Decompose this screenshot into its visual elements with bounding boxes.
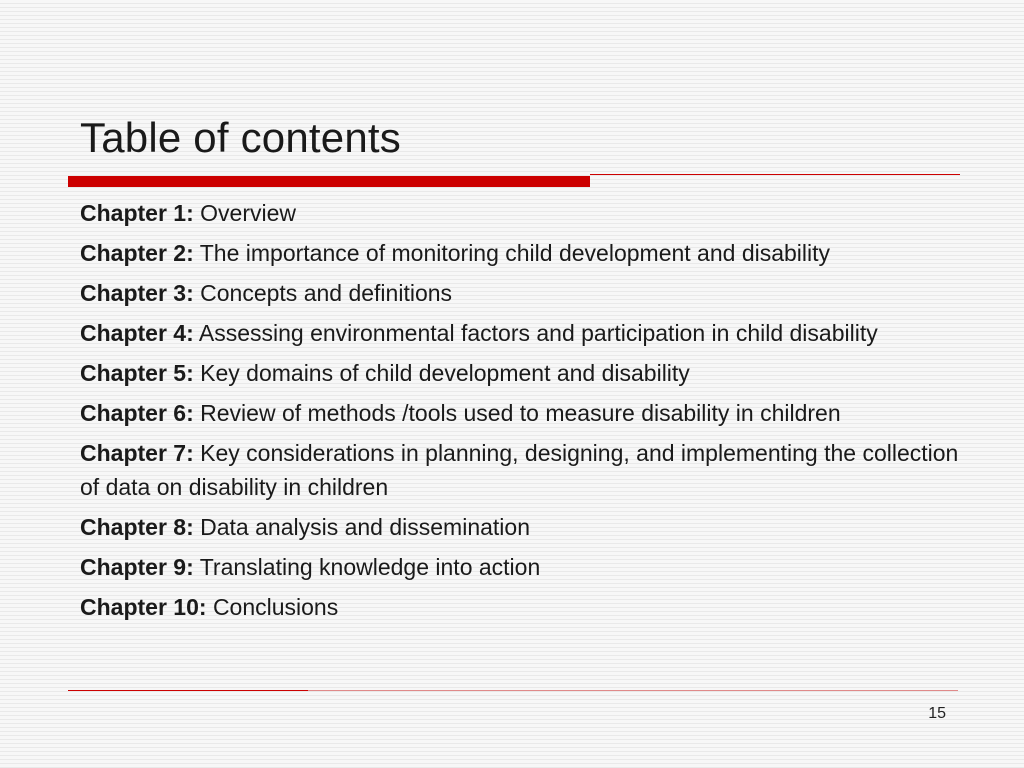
chapter-label: Chapter 4: xyxy=(80,320,194,346)
chapter-label: Chapter 8: xyxy=(80,514,194,540)
list-item-chapter-1 xyxy=(80,196,1000,230)
list-item-chapter-7 xyxy=(80,436,980,504)
chapter-label: Chapter 2: xyxy=(80,240,194,266)
footer-divider xyxy=(308,690,958,691)
table-of-contents-list xyxy=(80,196,1000,630)
chapter-label: Chapter 1: xyxy=(80,200,194,226)
page-title: Table of contents xyxy=(80,114,401,161)
list-item-chapter-9 xyxy=(80,550,1000,584)
title-underline-thick xyxy=(68,176,590,187)
chapter-title: The importance of monitoring child development and disability xyxy=(199,240,831,266)
list-item-chapter-2 xyxy=(80,236,1000,270)
chapter-label: Chapter 9: xyxy=(80,554,194,580)
list-item-chapter-6 xyxy=(80,396,1000,430)
chapter-title: Key considerations in planning, designing, and implementing the collection of data on disability in children xyxy=(80,440,959,500)
chapter-label: Chapter 7: xyxy=(80,440,194,466)
page-number: 15 xyxy=(928,705,946,722)
chapter-title: Overview xyxy=(200,200,296,226)
chapter-title: Review of methods /tools used to measure disability in children xyxy=(200,400,841,426)
chapter-label: Chapter 5: xyxy=(80,360,194,386)
chapter-title: Concepts and definitions xyxy=(200,280,453,306)
chapter-title: Translating knowledge into action xyxy=(199,554,541,580)
chapter-title: Data analysis and dissemination xyxy=(200,514,530,540)
chapter-label: Chapter 3: xyxy=(80,280,194,306)
title-underline-thin xyxy=(590,174,960,175)
chapter-title: Assessing environmental factors and participation in child disability xyxy=(198,320,878,346)
list-item-chapter-3 xyxy=(80,276,1000,310)
list-item-chapter-5 xyxy=(80,356,1000,390)
list-item-chapter-10 xyxy=(80,590,1000,624)
chapter-title: Conclusions xyxy=(212,594,339,620)
list-item-chapter-8 xyxy=(80,510,1000,544)
footer-divider-accent xyxy=(68,690,308,691)
chapter-label: Chapter 6: xyxy=(80,400,194,426)
chapter-title: Key domains of child development and disability xyxy=(200,360,690,386)
list-item-chapter-4 xyxy=(80,316,1000,350)
chapter-label: Chapter 10: xyxy=(80,594,207,620)
